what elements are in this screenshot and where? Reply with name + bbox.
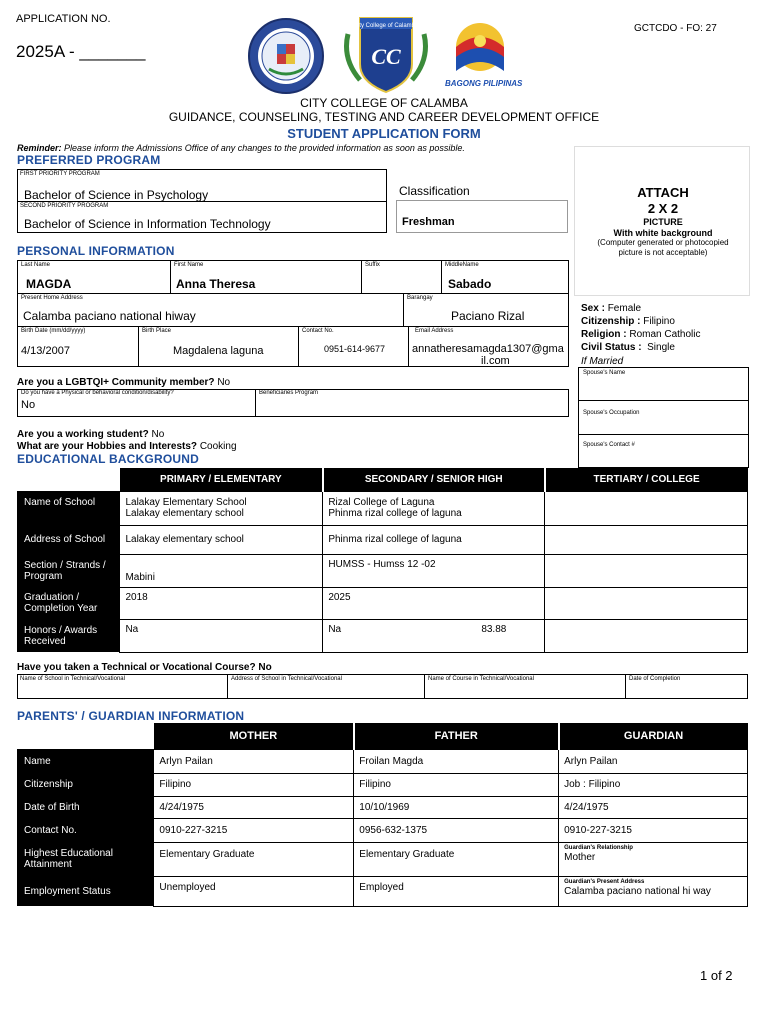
tech-course-field[interactable] [424, 674, 626, 699]
parent-cell-father[interactable]: Filipino [354, 773, 559, 796]
beneficiaries-field[interactable] [255, 389, 569, 417]
parent-header-guardian: GUARDIAN [559, 723, 748, 749]
email-value-line2: il.com [481, 355, 510, 367]
spouse-name-field[interactable] [578, 367, 749, 401]
birth-place-field[interactable] [138, 326, 299, 367]
birth-date-field[interactable] [17, 326, 139, 367]
middle-name-label: MiddleName [445, 262, 479, 268]
form-title: STUDENT APPLICATION FORM [287, 126, 481, 141]
preferred-program-heading: PREFERRED PROGRAM [17, 153, 161, 167]
edu-cell-primary[interactable]: Lalakay Elementary School Lalakay elementary school [120, 491, 323, 525]
middle-name-field[interactable] [441, 260, 569, 294]
parent-row-label: Highest Educational Attainment [17, 842, 154, 876]
technical-q: Have you taken a Technical or Vocational Course? [17, 662, 256, 673]
birth-date-value: 4/13/2007 [21, 345, 70, 357]
barangay-field[interactable] [403, 293, 569, 327]
first-priority-value: Bachelor of Science in Psychology [24, 188, 209, 202]
application-no-value[interactable]: 2025A - _______ [16, 42, 146, 61]
if-married-label: If Married [581, 356, 624, 367]
parent-cell-father[interactable]: Froilan Magda [354, 749, 559, 773]
edu-row-label: Graduation / Completion Year [17, 587, 120, 619]
email-field[interactable] [408, 326, 569, 367]
sex-value: Female [607, 303, 642, 314]
parent-row-label: Contact No. [17, 818, 154, 842]
classification-label: Classification [399, 184, 470, 198]
photo-box[interactable] [574, 146, 750, 296]
table-row [17, 587, 748, 619]
edu-cell-primary[interactable]: Lalakay elementary school [120, 525, 323, 554]
suffix-field[interactable] [361, 260, 442, 294]
table-row [17, 619, 748, 652]
condition-field[interactable] [17, 389, 256, 417]
parent-row-label: Date of Birth [17, 796, 154, 818]
parent-cell-guardian[interactable]: Arlyn Pailan [559, 749, 748, 773]
bagong-pilipinas-caption: BAGONG PILIPINAS [445, 79, 523, 88]
spouse-name-label: Spouse's Name [583, 370, 626, 376]
parent-cell-mother[interactable]: 4/24/1975 [154, 796, 354, 818]
parent-cell-father[interactable]: Elementary Graduate [354, 842, 559, 876]
edu-honors-grade: 83.88 [481, 623, 507, 635]
table-row [17, 796, 748, 818]
civil-status-label: Civil Status : [581, 342, 642, 353]
spouse-occupation-label: Spouse's Occupation [583, 410, 640, 416]
edu-cell-tertiary[interactable] [545, 525, 748, 554]
second-priority-label: SECOND PRIORITY PROGRAM [20, 203, 109, 209]
condition-value: No [21, 399, 36, 411]
table-row [17, 842, 748, 876]
table-row [17, 554, 748, 587]
second-priority-field[interactable] [17, 201, 387, 233]
photo-picture: PICTURE [643, 217, 683, 227]
hobby-answer: Cooking [199, 441, 237, 452]
technical-question [17, 662, 272, 673]
tech-course-label: Name of Course in Technical/Vocational [428, 676, 534, 682]
tech-address-field[interactable] [227, 674, 425, 699]
table-row [17, 818, 748, 842]
table-row [17, 773, 748, 796]
citizenship-label: Citizenship : [581, 316, 641, 327]
parent-cell-mother[interactable]: Elementary Graduate [154, 842, 354, 876]
guardian-relationship-value: Mother [564, 851, 596, 863]
spouse-contact-label: Spouse's Contact # [583, 442, 635, 448]
beneficiaries-label: Beneficiaries Program [259, 390, 319, 396]
parent-cell-guardian[interactable]: 4/24/1975 [559, 796, 748, 818]
birth-date-label: Birth Date (mm/dd/yyyy) [21, 328, 86, 334]
edu-cell-secondary[interactable]: HUMSS - Humss 12 -02 [323, 554, 545, 587]
tech-school-label: Name of School in Technical/Vocational [20, 676, 125, 682]
svg-text:CC: CC [371, 44, 401, 69]
edu-cell-primary[interactable]: Mabini [120, 554, 323, 587]
working-question [17, 429, 164, 440]
education-heading: EDUCATIONAL BACKGROUND [17, 452, 199, 466]
tech-address-label: Address of School in Technical/Vocational [231, 676, 342, 682]
contact-label: Contact No. [302, 328, 334, 334]
home-address-field[interactable] [17, 293, 404, 327]
classification-field[interactable] [396, 200, 568, 233]
guardian-relationship-label: Guardian's Relationship [564, 844, 633, 851]
seal-logo [247, 17, 325, 95]
table-row [17, 749, 748, 773]
sex-label: Sex : [581, 303, 605, 314]
edu-cell-secondary[interactable]: Phinma rizal college of laguna [323, 525, 545, 554]
suffix-label: Suffix [365, 262, 380, 268]
working-q: Are you a working student? [17, 429, 149, 440]
edu-honors-secondary: Na [328, 623, 342, 635]
education-table [17, 468, 748, 653]
table-row [17, 876, 748, 906]
tech-date-label: Date of Completion [629, 676, 681, 682]
edu-row-label: Section / Strands / Program [17, 554, 120, 587]
religion-row [581, 329, 701, 340]
middle-name-value: Sabado [448, 277, 492, 291]
working-answer: No [151, 429, 165, 440]
parent-cell-mother[interactable]: 0910-227-3215 [154, 818, 354, 842]
edu-cell-secondary[interactable] [323, 619, 545, 652]
edu-cell-primary[interactable]: 2018 [120, 587, 323, 619]
table-row [17, 491, 748, 525]
last-name-label: Last Name [21, 262, 51, 268]
parent-header-father: FATHER [354, 723, 559, 749]
edu-cell-primary[interactable]: Na [120, 619, 323, 652]
edu-cell-secondary[interactable]: Rizal College of Laguna Phinma rizal college of laguna [323, 491, 545, 525]
parent-cell-guardian[interactable]: 0910-227-3215 [559, 818, 748, 842]
last-name-value: MAGDA [26, 277, 72, 291]
parents-heading: PARENTS' / GUARDIAN INFORMATION [17, 709, 245, 723]
first-name-value: Anna Theresa [176, 277, 256, 291]
edu-row-label: Address of School [17, 525, 120, 554]
parent-row-label: Citizenship [17, 773, 154, 796]
parent-cell-mother[interactable]: Filipino [154, 773, 354, 796]
table-row [17, 525, 748, 554]
parent-cell-mother[interactable]: Arlyn Pailan [154, 749, 354, 773]
first-name-field[interactable] [170, 260, 362, 294]
parent-cell-guardian[interactable]: Job : Filipino [559, 773, 748, 796]
citizenship-row [581, 316, 675, 327]
technical-answer: No [258, 662, 272, 673]
edu-cell-tertiary[interactable] [545, 619, 748, 652]
edu-cell-secondary[interactable]: 2025 [323, 587, 545, 619]
parent-cell-guardian[interactable] [559, 842, 748, 876]
condition-label: Do you have a Physical or behavioral condition/disability? [21, 390, 174, 396]
barangay-label: Barangay [407, 295, 433, 301]
hobby-question [17, 441, 237, 452]
parent-header-mother: MOTHER [154, 723, 354, 749]
tech-date-field[interactable] [625, 674, 748, 699]
religion-value: Roman Catholic [629, 329, 701, 340]
lgbt-q: Are you a LGBTQI+ Community member? [17, 377, 215, 388]
citizenship-value: Filipino [643, 316, 675, 327]
edu-cell-tertiary[interactable] [545, 554, 748, 587]
home-address-label: Present Home Address [21, 295, 83, 301]
last-name-field[interactable] [17, 260, 171, 294]
second-priority-value: Bachelor of Science in Information Technology [24, 217, 271, 231]
first-name-label: First Name [174, 262, 204, 268]
personal-info-heading: PERSONAL INFORMATION [17, 244, 175, 258]
photo-attach: ATTACH [637, 185, 689, 200]
birth-place-value: Magdalena laguna [173, 345, 264, 357]
bagong-pilipinas-logo [440, 17, 523, 95]
edu-header-secondary: SECONDARY / SENIOR HIGH [323, 468, 545, 491]
application-no-label: APPLICATION NO. [16, 13, 111, 25]
tech-school-field[interactable] [17, 674, 228, 699]
first-priority-label: FIRST PRIORITY PROGRAM [20, 171, 100, 177]
office-name: GUIDANCE, COUNSELING, TESTING AND CAREER DEVELOPMENT OFFICE [168, 110, 600, 124]
first-priority-field[interactable] [17, 169, 387, 202]
barangay-value: Paciano Rizal [451, 309, 525, 323]
lgbt-answer: No [217, 377, 231, 388]
classification-value: Freshman [402, 216, 455, 228]
photo-bg: With white background [613, 228, 713, 238]
parent-cell-father[interactable]: Employed [354, 876, 559, 906]
reminder [17, 143, 465, 153]
parent-cell-father[interactable]: 10/10/1969 [354, 796, 559, 818]
parent-row-label: Employment Status [17, 876, 154, 906]
college-logo [340, 14, 432, 96]
religion-label: Religion : [581, 329, 627, 340]
guardian-address-value: Calamba paciano national hi way [564, 885, 711, 897]
spouse-occupation-field[interactable] [578, 400, 749, 435]
civil-status-value: Single [647, 342, 675, 353]
birth-place-label: Birth Place [142, 328, 172, 334]
photo-note: (Computer generated or photocopied picture is not acceptable) [597, 238, 729, 257]
edu-row-label: Honors / Awards Received [17, 619, 120, 652]
parent-cell-mother[interactable]: Unemployed [154, 876, 354, 906]
spouse-contact-field[interactable] [578, 434, 749, 468]
parent-cell-father[interactable]: 0956-632-1375 [354, 818, 559, 842]
email-label: Email Address [415, 328, 454, 334]
sex-row [581, 303, 641, 314]
edu-row-label: Name of School [17, 491, 120, 525]
contact-field[interactable] [298, 326, 409, 367]
college-name: CITY COLLEGE OF CALAMBA [300, 96, 468, 110]
svg-text:City College of Calamba: City College of Calamba [353, 23, 419, 29]
lgbt-question [17, 377, 230, 388]
email-value-line1: annatheresamagda1307@gma [412, 343, 564, 355]
edu-cell-tertiary[interactable] [545, 587, 748, 619]
civil-status-row [581, 342, 675, 353]
reminder-label: Reminder: [17, 143, 62, 153]
home-address-value: Calamba paciano national hiway [23, 309, 196, 323]
edu-header-tertiary: TERTIARY / COLLEGE [545, 468, 748, 491]
photo-size: 2 X 2 [647, 201, 679, 216]
form-code: GCTCDO - FO: 27 [634, 23, 717, 34]
parent-cell-guardian[interactable] [559, 876, 748, 906]
reminder-text: Please inform the Admissions Office of any changes to the provided information as soon as possible. [64, 143, 465, 153]
parents-table [17, 723, 748, 907]
parent-row-label: Name [17, 749, 154, 773]
edu-header-primary: PRIMARY / ELEMENTARY [120, 468, 323, 491]
contact-value: 0951-614-9677 [324, 344, 386, 354]
page-number: 1 of 2 [700, 968, 733, 983]
edu-cell-tertiary[interactable] [545, 491, 748, 525]
hobby-q: What are your Hobbies and Interests? [17, 441, 198, 452]
guardian-address-label: Guardian's Present Address [564, 878, 645, 885]
